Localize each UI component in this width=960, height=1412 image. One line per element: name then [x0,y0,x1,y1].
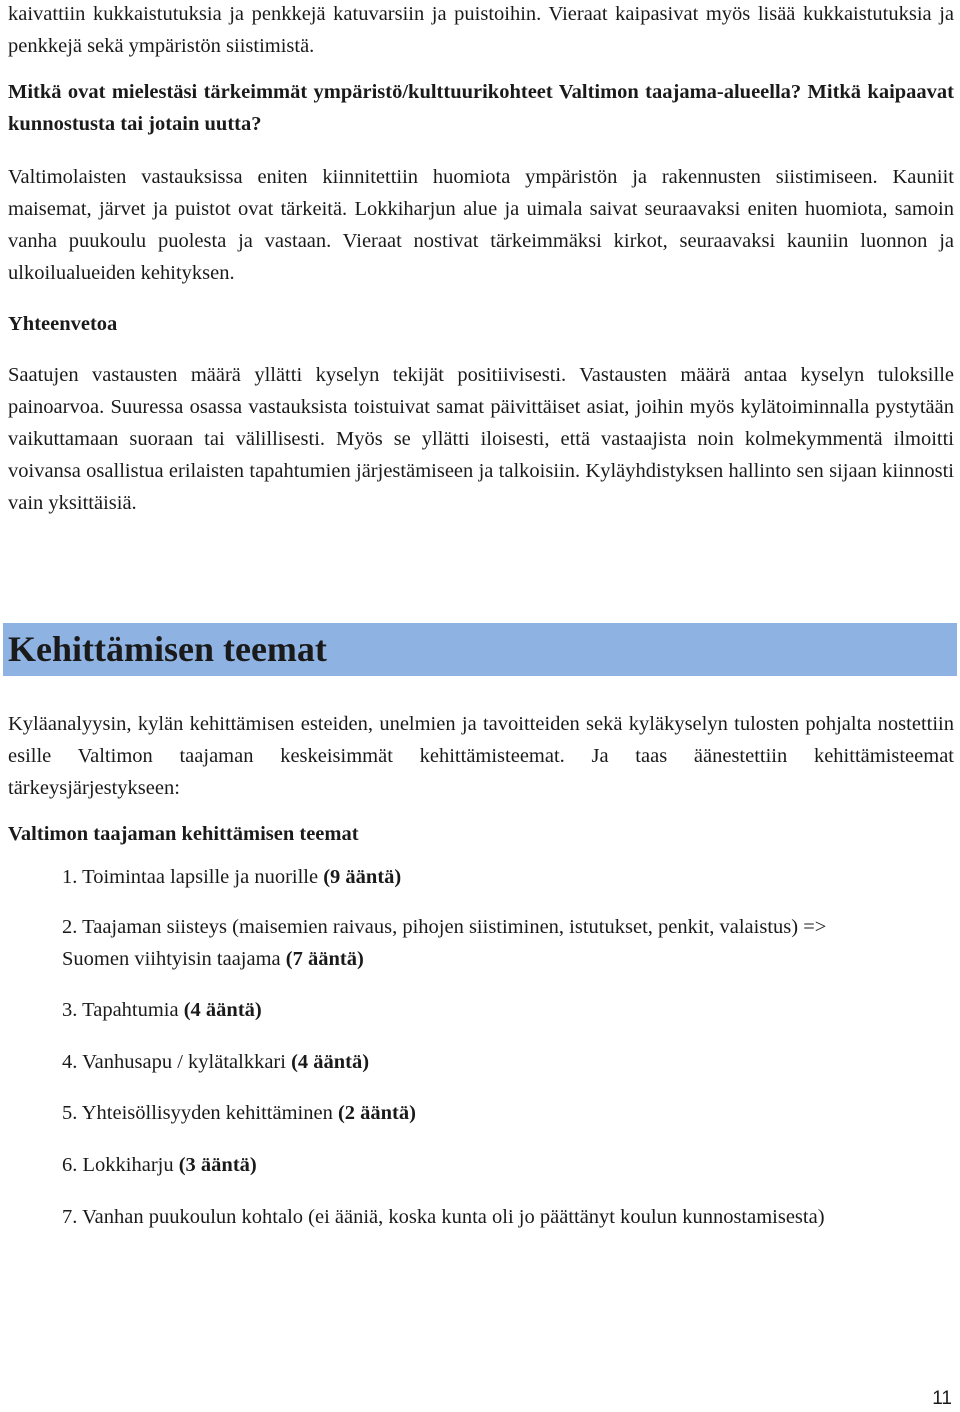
themes-list-heading: Valtimon taajaman kehittämisen teemat [8,823,359,845]
theme-text: 4. Vanhusapu / kylätalkkari [62,1051,292,1073]
theme-text: 3. Tapahtumia [62,999,184,1021]
theme-item [62,911,882,975]
theme-item [62,1097,882,1129]
theme-text: 6. Lokkiharju [62,1154,179,1176]
section-intro-paragraph: Kyläanalyysin, kylän kehittämisen esteiden, unelmien ja tavoitteiden sekä kyläkyselyn tulosten pohjalta nostettiin esille Valtimon taajaman keskeisimmät kehittämisteemat. Ja taas äänestettiin kehittämisteemat tärkeysjärjestykseen: [8,713,954,799]
theme-item [62,1046,882,1078]
page-number: 11 [932,1388,952,1409]
survey-question: Mitkä ovat mielestäsi tärkeimmät ympäristö/kulttuurikohteet Valtimon taajama-alueella? Mitkä kaipaavat kunnostusta tai jotain uutta? [8,81,954,135]
section-banner [3,623,957,676]
theme-item [62,994,882,1026]
theme-text: 5. Yhteisöllisyyden kehittäminen [62,1102,338,1124]
answer-paragraph: Valtimolaisten vastauksissa eniten kiinnitettiin huomiota ympäristön ja rakennusten siistimiseen. Kauniit maisemat, järvet ja puistot ovat tärkeitä. Lokkiharjun alue ja uimala saivat seuraavaksi eniten huomiota, samoin vanha puukoulu puolesta ja vastaan. Vieraat nostivat tärkeimmäksi kirkot, seuraavaksi kauniin luonnon ja ulkoilualueiden kehityksen. [8,166,954,284]
summary-paragraph: Saatujen vastausten määrä yllätti kyselyn tekijät positiivisesti. Vastausten määrä antaa kyselyn tuloksille painoarvoa. Suuressa osassa vastauksista toistuivat samat päivittäiset asiat, joihin myös kylätoiminnalla pystytään vaikuttamaan suoraan tai välillisesti. Myös se yllätti iloisesti, että vastaajista noin kolmekymmentä ilmoitti voivansa osallistua erilaisten tapahtumien järjestämiseen ja talkoisiin. Kyläyhdistyksen hallinto sen sijaan kiinnosti vain yksittäisiä. [8,364,954,514]
theme-item [62,1149,882,1181]
theme-votes: (4 ääntä) [291,1051,370,1073]
theme-votes: (2 ääntä) [337,1102,416,1124]
summary-heading: Yhteenvetoa [8,313,118,335]
theme-votes: (3 ääntä) [178,1154,257,1176]
theme-item [62,861,882,893]
theme-text: 1. Toimintaa lapsille ja nuorille [62,866,324,888]
theme-votes: (7 ääntä) [285,948,364,970]
section-title: Kehittämisen teemat [8,629,327,669]
theme-votes: (9 ääntä) [323,866,402,888]
theme-votes: (4 ääntä) [183,999,262,1021]
intro-paragraph: kaivattiin kukkaistutuksia ja penkkejä katuvarsiin ja puistoihin. Vieraat kaipasivat myös lisää kukkaistutuksia ja penkkejä sekä ympäristön siistimistä. [8,3,954,57]
theme-text: 2. Taajaman siisteys (maisemien raivaus, pihojen siistiminen, istutukset, penkit, valaistus) => Suomen viihtyisin taajama [62,916,827,970]
theme-item [62,1201,882,1233]
theme-text: 7. Vanhan puukoulun kohtalo (ei ääniä, koska kunta oli jo päättänyt koulun kunnostamisesta) [62,1206,825,1228]
